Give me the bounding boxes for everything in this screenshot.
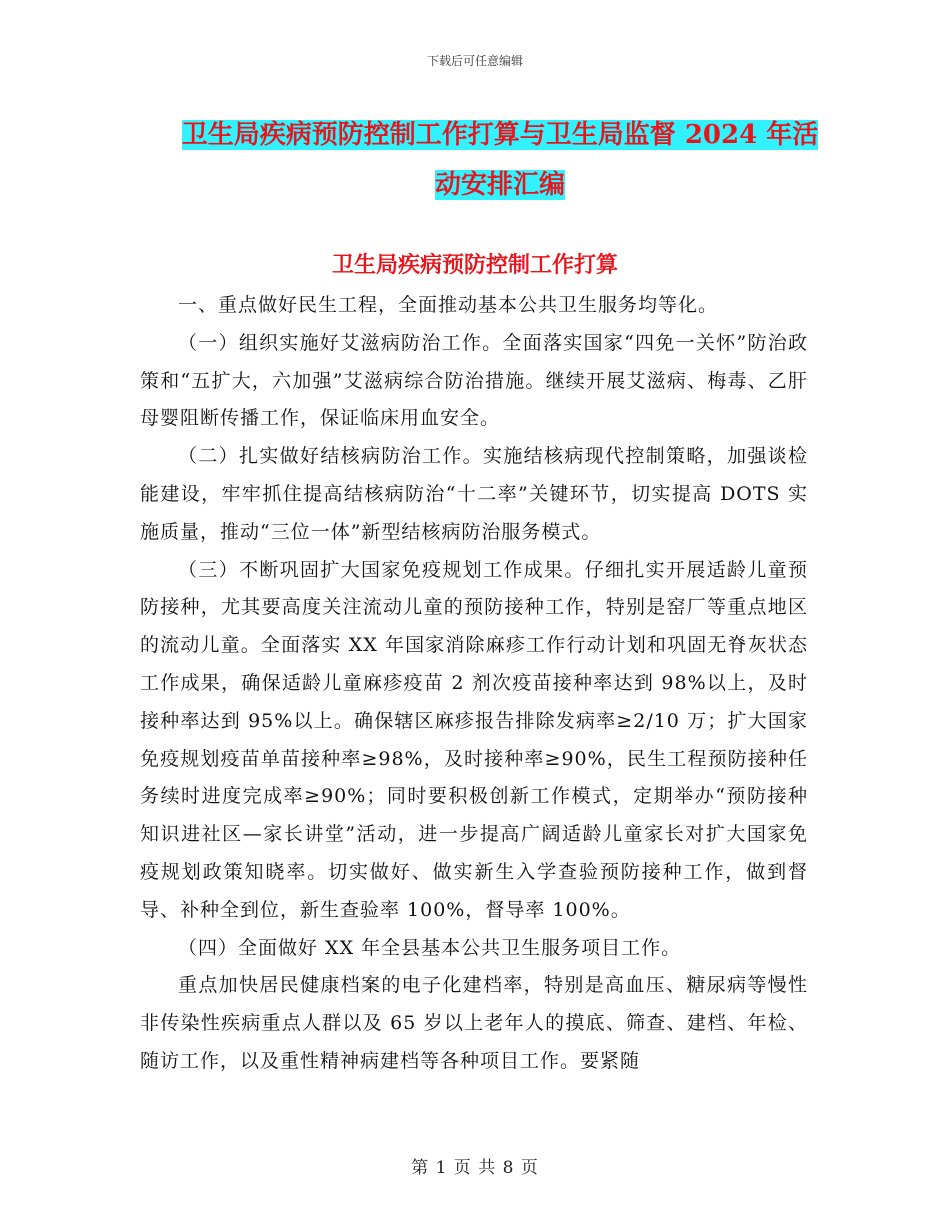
section-title: 卫生局疾病预防控制工作打算	[331, 252, 618, 278]
paragraph: （一）组织实施好艾滋病防治工作。全面落实国家“四免一关怀”防治政策和“五扩大，六加强”艾滋病综合防治措施。继续开展艾滋病、梅毒、乙肝母婴阻断传播工作，保证临床用血安全。	[140, 331, 808, 430]
document-title-line-1: 卫生局疾病预防控制工作打算与卫生局监督 2024 年活	[181, 120, 819, 150]
paragraph: （二）扎实做好结核病防治工作。实施结核病现代控制策略，加强谈检能建设，牢牢抓住提高结核病防治“十二率”关键环节，切实提高 DOTS 实施质量，推动“三位一体”新型结核病防治服务模式。	[140, 445, 808, 543]
document-body	[140, 287, 808, 1081]
page-footer: 第 1 页 共 8 页	[411, 1158, 539, 1178]
paragraph: （三）不断巩固扩大国家免疫规划工作成果。仔细扎实开展适龄儿童预防接种，尤其要高度关注流动儿童的预防接种工作，特别是窑厂等重点地区的流动儿童。全面落实 XX 年国家消除麻疹工作行动计划和巩固无脊灰状态工作成果，确保适龄儿童麻疹疫苗 2 剂次疫苗接种率达到 98%以上，及时接种率达到 95%以上。确保辖区麻疹报告排除发病率≥2/10 万；扩大国家免疫规划疫苗单苗接种率≥98%，及时接种率≥90%，民生工程预防接种任务续时进度完成率≥90%；同时要积极创新工作模式，定期举办“预防接种知识进社区—家长讲堂”活动，进一步提高广阔适龄儿童家长对扩大国家免疫规划政策知晓率。切实做好、做实新生入学查验预防接种工作，做到督导、补种全到位，新生查验率 100%，督导率 100%。	[140, 558, 808, 921]
paragraph: 重点加快居民健康档案的电子化建档率，特别是高血压、糖尿病等慢性非传染性疾病重点人群以及 65 岁以上老年人的摸底、筛查、建档、年检、随访工作，以及重性精神病建档等各种项目工作。要紧随	[140, 974, 808, 1072]
document-title	[140, 110, 860, 210]
paragraph: （四）全面做好 XX 年全县基本公共卫生服务项目工作。	[178, 936, 682, 959]
header-note: 下载后可任意编辑	[426, 54, 523, 68]
paragraph: 一、重点做好民生工程，全面推动基本公共卫生服务均等化。	[178, 294, 719, 316]
document-title-line-2: 动安排汇编	[434, 170, 565, 200]
